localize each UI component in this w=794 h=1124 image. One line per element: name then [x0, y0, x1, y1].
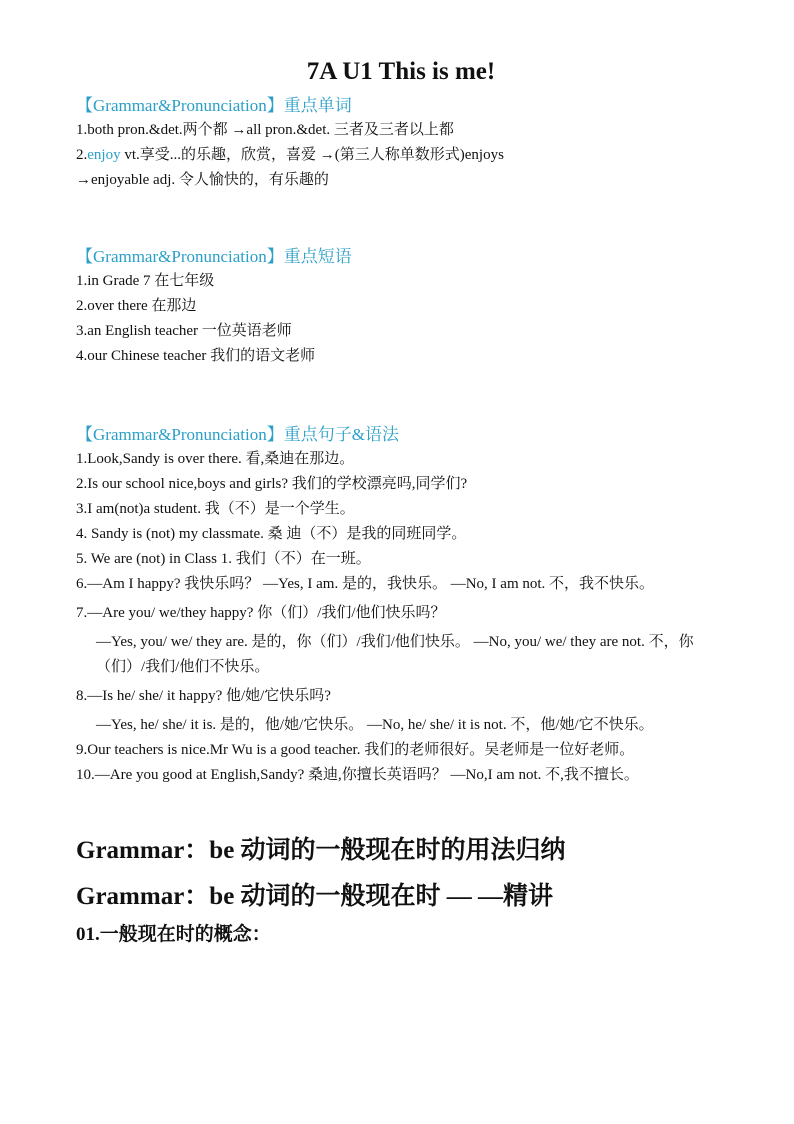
phrase-item: 2.over there 在那边 — [76, 298, 197, 314]
sentence-8-question: 8.—Is he/ she/ it happy? 他/她/它快乐吗? — [76, 688, 331, 704]
sentence-10: 10.—Are you good at English,Sandy? 桑迪,你擅长英语吗？ —No,I am not. 不,我不擅长。 — [76, 767, 639, 783]
section-heading-phrases: 【Grammar&Pronunciation】重点短语 — [76, 247, 352, 266]
page-title: 7A U1 This is me! — [306, 58, 496, 85]
sentence-8-answers: —Yes, he/ she/ it is. 是的，他/她/它快乐。 —No, he/ she/ it is not. 不，他/她/它不快乐。 — [96, 717, 654, 733]
grammar-subheading-1: 01.一般现在时的概念： — [76, 924, 271, 945]
phrase-item: 4.our Chinese teacher 我们的语文老师 — [76, 348, 316, 364]
phrase-item: 1.in Grade 7 在七年级 — [76, 273, 215, 289]
sentence-7-answers: —Yes, you/ we/ they are. 是的，你（们）/我们/他们快乐。 —No, you/ we/ they are not. 不，你（们）/我们/他们不快乐。 — [96, 634, 694, 675]
word-line-2 — [76, 143, 726, 168]
sentence-3: 3.I am(not)a student. 我（不）是一个学生。 — [76, 501, 355, 517]
grammar-heading-2: Grammar：be 动词的一般现在时 — —精讲 — [76, 883, 554, 910]
section-key-sentences — [76, 423, 726, 788]
grammar-heading-1: Grammar：be 动词的一般现在时的用法归纳 — [76, 837, 566, 864]
section-heading-words: 【Grammar&Pronunciation】重点单词 — [76, 96, 352, 115]
word-line-2-rest: vt.享受...的乐趣，欣赏，喜爱 →(第三人称单数形式)enjoys — [120, 147, 504, 163]
section-grammar — [76, 828, 726, 950]
section-key-phrases — [76, 245, 726, 369]
sentence-7-question: 7.—Are you/ we/they happy? 你（们）/我们/他们快乐吗？ — [76, 605, 446, 621]
sentence-1: 1.Look,Sandy is over there. 看,桑迪在那边。 — [76, 451, 355, 467]
sentence-2: 2.Is our school nice,boys and girls? 我们的学校漂亮吗,同学们? — [76, 476, 468, 492]
phrase-item: 3.an English teacher 一位英语老师 — [76, 323, 292, 339]
word-line-2-number: 2. — [76, 147, 88, 163]
word-line-1: 1.both pron.&det.两个都 →all pron.&det. 三者及三者以上都 — [76, 122, 454, 138]
word-line-3: →enjoyable adj. 令人愉快的，有乐趣的 — [76, 172, 329, 188]
sentence-9: 9.Our teachers is nice.Mr Wu is a good teacher. 我们的老师很好。吴老师是一位好老师。 — [76, 742, 635, 758]
document-page — [76, 56, 726, 950]
section-heading-sentences: 【Grammar&Pronunciation】重点句子&语法 — [76, 425, 399, 444]
section-key-words — [76, 94, 726, 193]
word-enjoy: enjoy — [87, 147, 121, 163]
sentence-6: 6.—Am I happy? 我快乐吗？ —Yes, I am. 是的，我快乐。 —No, I am not. 不，我不快乐。 — [76, 576, 655, 592]
sentence-4: 4. Sandy is (not) my classmate. 桑 迪（不）是我的同班同学。 — [76, 526, 467, 542]
sentence-5: 5. We are (not) in Class 1. 我们（不）在一班。 — [76, 551, 371, 567]
